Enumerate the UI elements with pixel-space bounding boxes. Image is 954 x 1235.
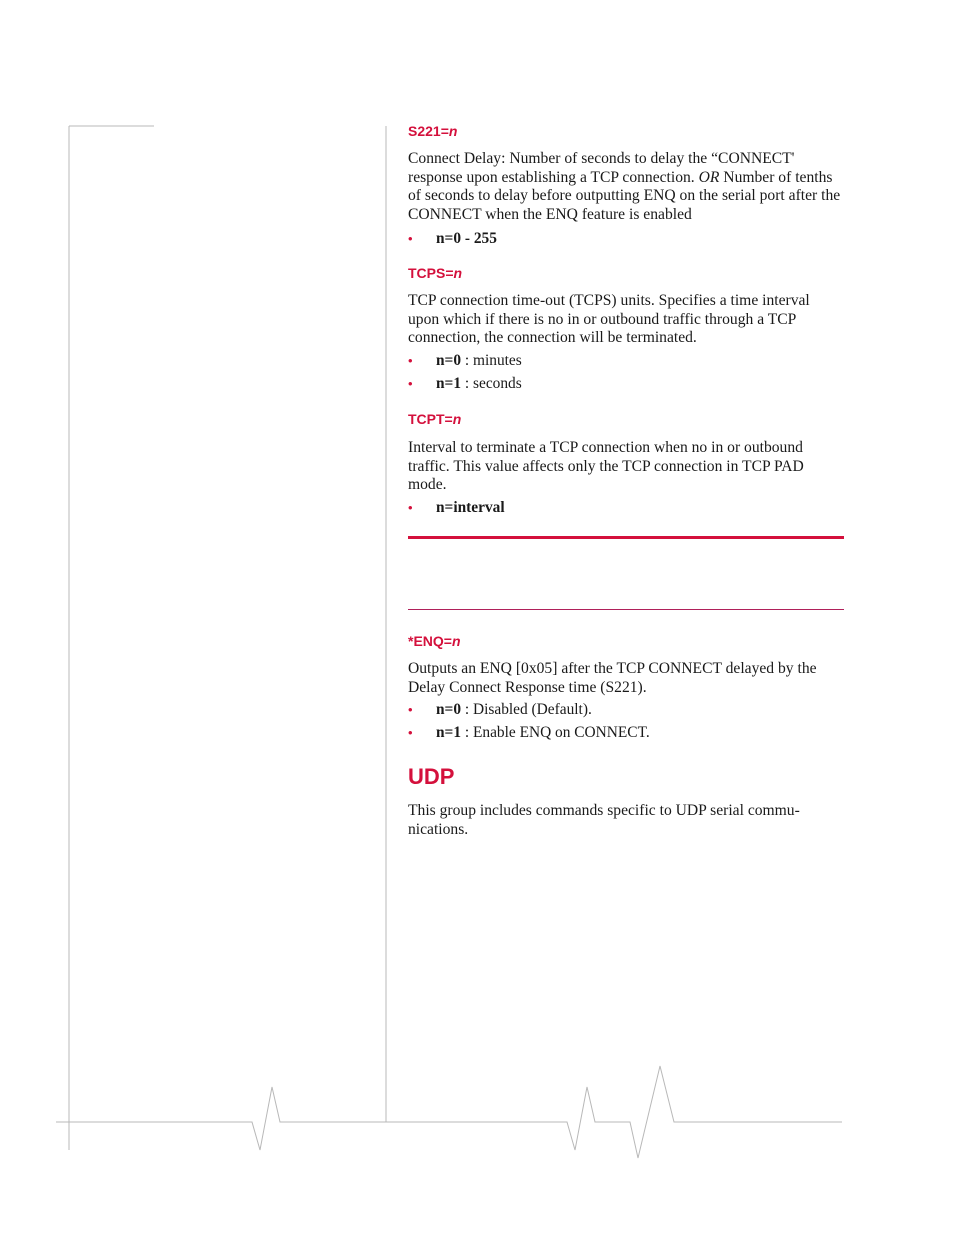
command-description: Interval to terminate a TCP connection when no in or outbound traffic. This value affects only the TCP connection in TCP PAD mode. — [408, 439, 804, 494]
udp-description: This group includes commands specific to UDP serial commu-nications. — [408, 802, 800, 838]
bullet-icon: • — [408, 376, 413, 392]
list-item: • n=1 : Enable ENQ on CONNECT. — [408, 724, 650, 742]
value-list — [408, 352, 844, 393]
bullet-icon: • — [408, 500, 413, 516]
section-tcps — [408, 264, 844, 393]
value-list — [408, 499, 844, 517]
bullet-icon: • — [408, 353, 413, 369]
command-description: Outputs an ENQ [0x05] after the TCP CONNECT delayed by the Delay Connect Response time (S221). — [408, 660, 817, 696]
section-enq — [408, 632, 844, 742]
section-divider-thin — [408, 609, 844, 610]
bullet-icon: • — [408, 725, 413, 741]
command-heading: S221=n — [408, 123, 458, 139]
section-s221 — [408, 122, 844, 248]
bullet-icon: • — [408, 230, 413, 246]
section-tcpt — [408, 410, 844, 517]
list-item: • n=1 : seconds — [408, 375, 522, 393]
list-item: • n=0 - 255 — [408, 229, 497, 247]
command-description: Connect Delay: Number of seconds to delay the “CONNECT' response upon establishing a TCP connection. OR Number of tenths of seconds to delay before outputting ENQ on the serial port after the CONNECT when the ENQ feature is enabled — [408, 150, 841, 224]
list-item: • n=0 : minutes — [408, 352, 522, 370]
list-item: • n=interval — [408, 499, 505, 517]
footer-waveform-line — [56, 1066, 842, 1158]
command-heading: *ENQ=n — [408, 633, 461, 649]
section-udp — [408, 764, 844, 839]
section-divider-thick — [408, 536, 844, 539]
udp-heading: UDP — [408, 764, 455, 789]
value-list — [408, 701, 844, 742]
command-description: TCP connection time-out (TCPS) units. Specifies a time interval upon which if there is no in or outbound traffic through a TCP connection, the connection will be terminated. — [408, 292, 810, 347]
list-item: • n=0 : Disabled (Default). — [408, 701, 592, 719]
bullet-icon: • — [408, 702, 413, 718]
command-heading: TCPS=n — [408, 265, 463, 281]
value-list — [408, 230, 844, 248]
command-heading: TCPT=n — [408, 411, 462, 427]
